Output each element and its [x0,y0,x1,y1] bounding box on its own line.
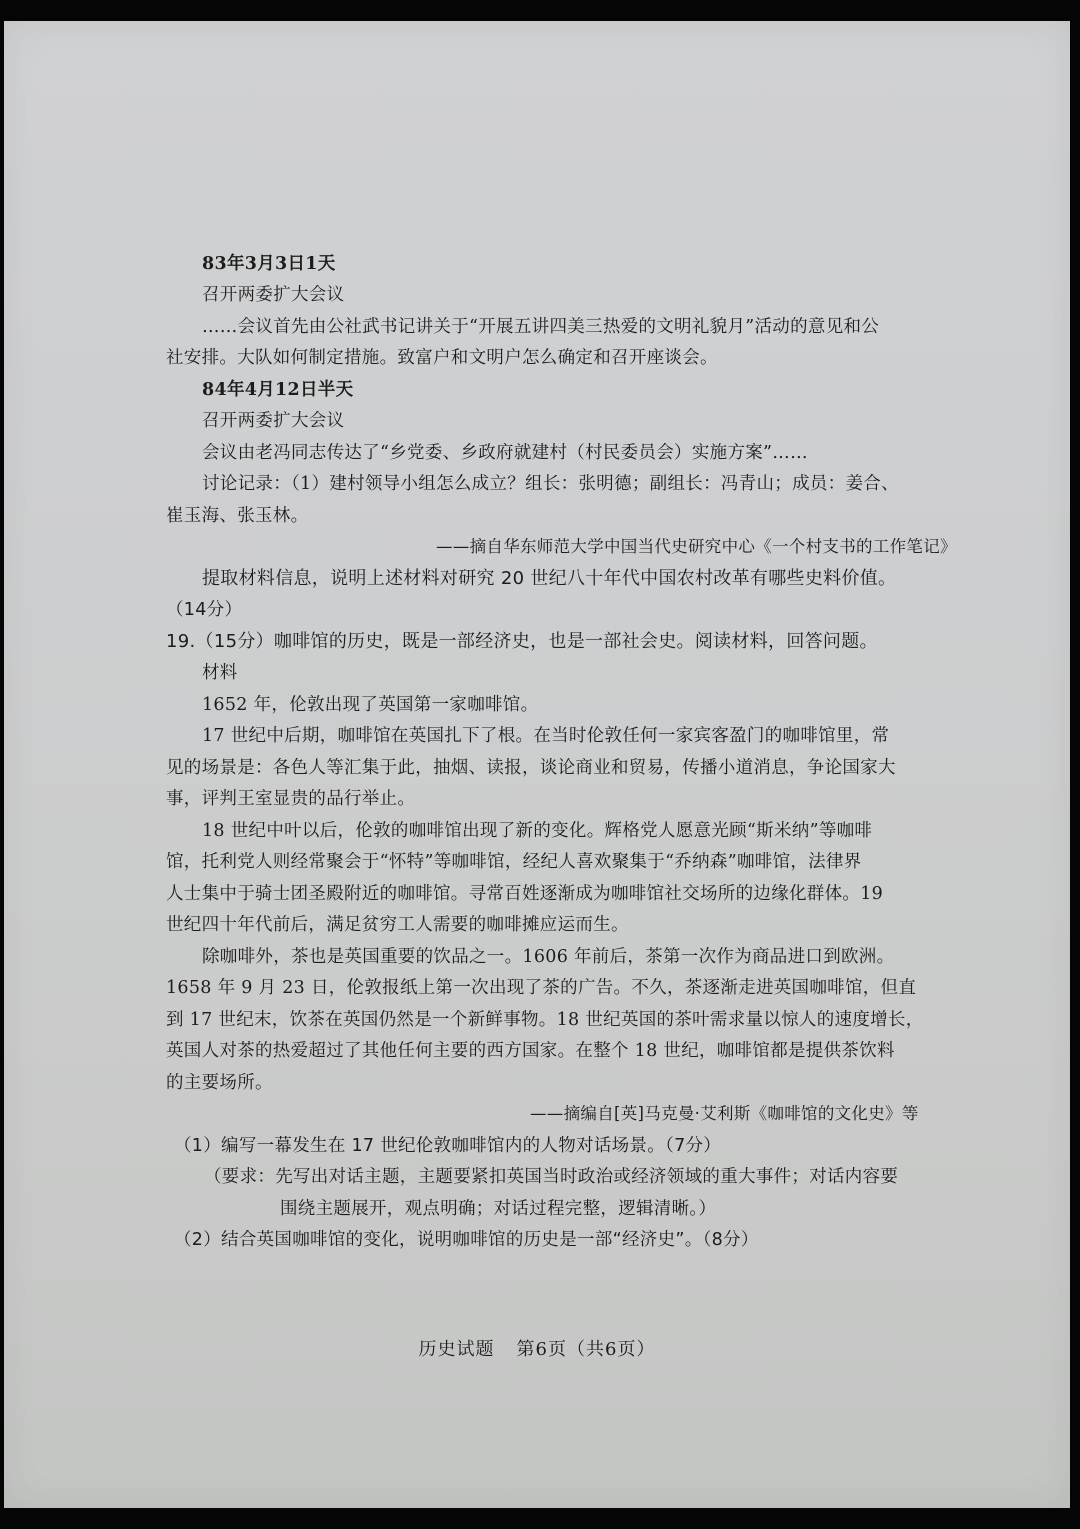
exam-page [4,21,1070,1508]
question-19-stem: 19.（15分）咖啡馆的历史，既是一部经济史，也是一部社会史。阅读材料，回答问题。 [166,631,878,652]
question-18-score: （14分） [166,600,243,620]
entry-2-date: 84年4月12日半天 [202,380,354,400]
source-citation: ——摘自华东师范大学中国当代史研究中心《一个村支书的工作笔记》 [436,537,957,556]
paragraph-line: 1652 年，伦敦出现了英国第一家咖啡馆。 [202,695,539,715]
footer-subject: 历史试题 [418,1339,495,1360]
source-citation: ——摘编自[英]马克曼·艾利斯《咖啡馆的文化史》等 [530,1104,919,1123]
paragraph-line: 的主要场所。 [166,1073,273,1093]
entry-2-title: 召开两委扩大会议 [202,411,345,431]
sub-question-1: （1）编写一幕发生在 17 世纪伦敦咖啡馆内的人物对话场景。（7分） [174,1136,722,1156]
entry-1-body-line: ……会议首先由公社武书记讲关于“开展五讲四美三热爱的文明礼貌月”活动的意见和公 [202,317,880,337]
paragraph-line: 18 世纪中叶以后，伦敦的咖啡馆出现了新的变化。辉格党人愿意光顾“斯米纳”等咖啡 [202,821,873,841]
paragraph-line: 到 17 世纪末，饮茶在英国仍然是一个新鲜事物。18 世纪英国的茶叶需求量以惊人的速度增长， [166,1010,924,1030]
page-footer [4,1335,1070,1361]
paragraph-line: 英国人对茶的热爱超过了其他任何主要的西方国家。在整个 18 世纪，咖啡馆都是提供茶饮料 [166,1041,895,1061]
sub-question-1-requirement: 围绕主题展开，观点明确；对话过程完整，逻辑清晰。） [280,1199,717,1219]
paragraph-line: 馆，托利党人则经常聚会于“怀特”等咖啡馆，经纪人喜欢聚集于“乔纳森”咖啡馆，法律界 [166,852,862,872]
paragraph-line: 人士集中于骑士团圣殿附近的咖啡馆。寻常百姓逐渐成为咖啡馆社交场所的边缘化群体。19 [166,884,884,904]
question-18-prompt: 提取材料信息，说明上述材料对研究 20 世纪八十年代中国农村改革有哪些史料价值。 [202,568,897,589]
paragraph-line: 17 世纪中后期，咖啡馆在英国扎下了根。在当时伦敦任何一家宾客盈门的咖啡馆里，常 [202,726,890,746]
entry-1-title: 召开两委扩大会议 [202,285,345,305]
entry-2-body-line: 崔玉海、张玉林。 [166,506,309,526]
entry-1-date: 83年3月3日1天 [202,254,336,274]
paragraph-line: 事，评判王室显贵的品行举止。 [166,789,416,809]
paragraph-line: 世纪四十年代前后，满足贫穷工人需要的咖啡摊应运而生。 [166,915,629,935]
entry-1-body-line: 社安排。大队如何制定措施。致富户和文明户怎么确定和召开座谈会。 [166,348,718,368]
paragraph-line: 见的场景是：各色人等汇集于此，抽烟、读报，谈论商业和贸易，传播小道消息，争论国家大 [166,758,896,778]
entry-2-body-line: 会议由老冯同志传达了“乡党委、乡政府就建村（村民委员会）实施方案”…… [202,443,808,463]
paragraph-line: 除咖啡外，茶也是英国重要的饮品之一。1606 年前后，茶第一次作为商品进口到欧洲。 [202,947,895,967]
sub-question-1-requirement: （要求：先写出对话主题，主题要紧扣英国当时政治或经济领域的重大事件；对话内容要 [204,1167,899,1187]
entry-2-body-line: 讨论记录：（1）建村领导小组怎么成立？组长：张明德；副组长：冯青山；成员：姜合、 [202,474,899,494]
footer-page-number: 第6页（共6页） [516,1339,656,1360]
paragraph-line: 1658 年 9 月 23 日，伦敦报纸上第一次出现了茶的广告。不久，茶逐渐走进英国咖啡馆，但直 [166,978,917,998]
sub-question-2: （2）结合英国咖啡馆的变化，说明咖啡馆的历史是一部“经济史”。（8分） [174,1230,759,1250]
material-label: 材料 [202,663,238,683]
